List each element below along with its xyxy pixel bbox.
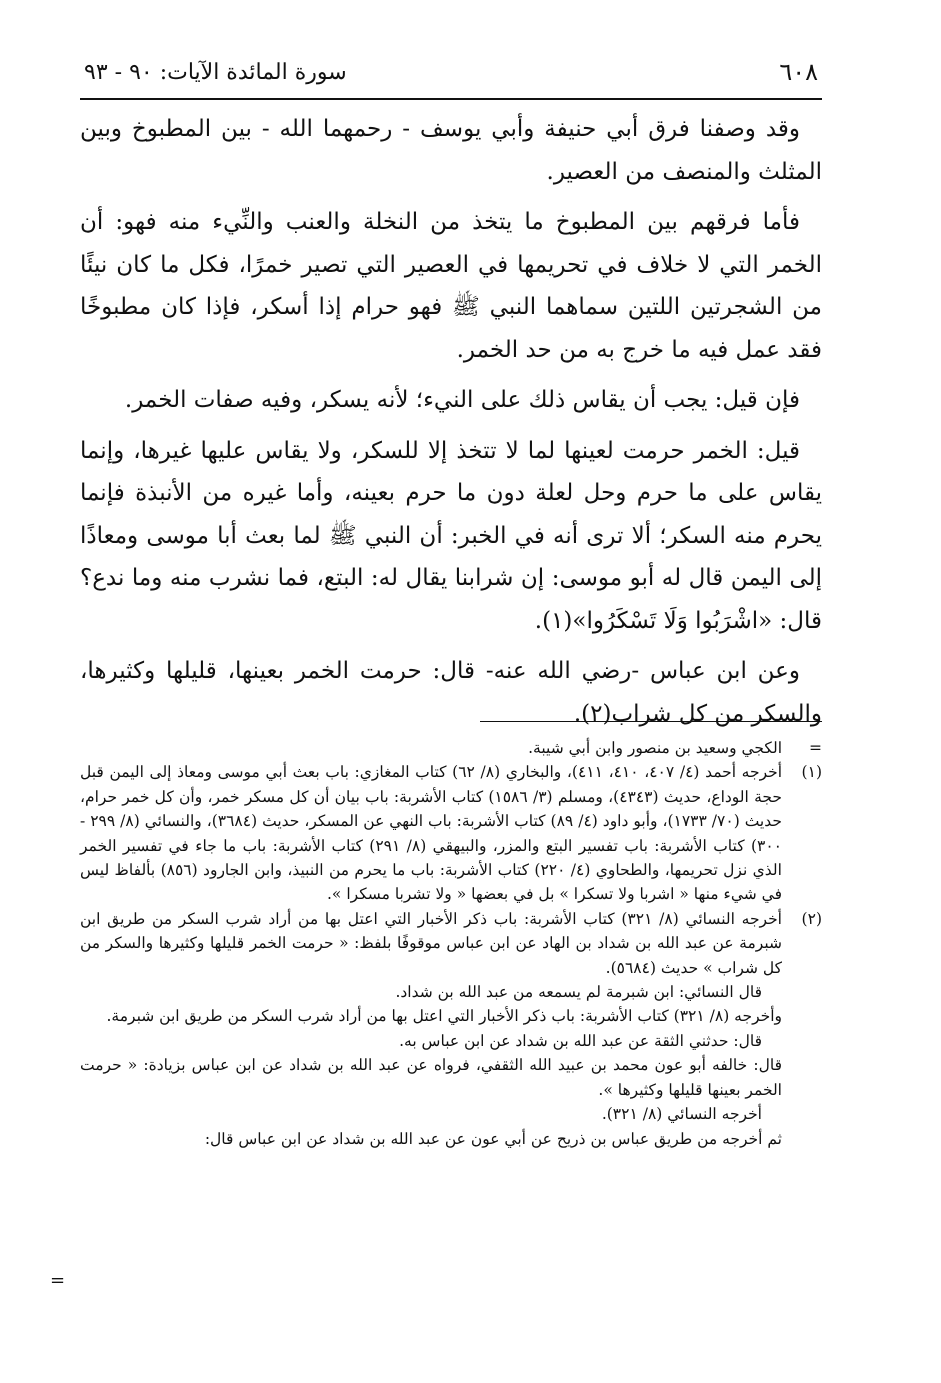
paragraph: وعن ابن عباس -رضي الله عنه- قال: حرمت الخمر بعينها، قليلها وكثيرها، والسكر من كل شراب(٢). xyxy=(80,658,822,727)
footnote-mark: (١) xyxy=(801,763,822,782)
page-header xyxy=(80,52,822,100)
paragraph: وقد وصفنا فرق أبي حنيفة وأبي يوسف - رحمهما الله - بين المطبوخ وبين المثلث والمنصف من العصير. xyxy=(80,116,822,185)
footnotes xyxy=(80,736,822,1151)
footnote-text: قال: حدثني الثقة عن عبد الله بن شداد عن ابن عباس به. xyxy=(399,1031,762,1050)
page-number: ٦٠٨ xyxy=(779,58,818,86)
footnote-line xyxy=(80,1102,822,1126)
footnote-text: الكجي وسعيد بن منصور وابن أبي شيبة. xyxy=(528,739,782,757)
continuation-mark: = xyxy=(50,1270,66,1291)
footnote-line xyxy=(80,1004,822,1028)
footnote xyxy=(80,736,822,760)
footnote xyxy=(80,760,822,906)
footnote-text: أخرجه النسائي (٨/ ٣٢١) كتاب الأشربة: باب ذكر الأخبار التي اعتل بها من أراد شرب السكر من طريق ابن شبرمة عن عبد الله بن شداد بن الهاد عن ابن عباس موقوفًا بلفظ: « حرمت الخمر قليلها وكثيرها والسكر من كل شراب » حديث (٥٦٨٤). xyxy=(80,909,782,977)
paragraph: فإن قيل: يجب أن يقاس ذلك على النيء؛ لأنه يسكر، وفيه صفات الخمر. xyxy=(124,387,800,413)
main-text xyxy=(80,108,822,743)
footnote-line xyxy=(80,1127,822,1151)
footnote-mark: = xyxy=(809,739,822,757)
running-title: سورة المائدة الآيات: ٩٠ - ٩٣ xyxy=(84,60,347,85)
footnote-line xyxy=(80,980,822,1004)
footnote-text: ثم أخرجه من طريق عباس بن ذريح عن أبي عون عن عبد الله بن شداد عن ابن عباس قال: xyxy=(204,1129,782,1148)
paragraph: فأما فرقهم بين المطبوخ ما يتخذ من النخلة والعنب والنِّيء منه فهو: أن الخمر التي لا خلاف في تحريمها في العصير التي تصير خمرًا، فكل ما كان نيئًا من الشجرتين اللتين سماهما النبي ﷺ فهو حرام إذا أسكر، فإذا كان مطبوخًا فقد عمل فيه ما خرج به من حد الخمر. xyxy=(80,209,822,363)
footnote-text: وأخرجه (٨/ ٣٢١) كتاب الأشربة: باب ذكر الأخبار التي اعتل بها من أراد شرب السكر من طريق ابن شبرمة. xyxy=(106,1007,782,1026)
footnote-mark: (٢) xyxy=(801,909,822,928)
paragraph: قيل: الخمر حرمت لعينها لما لا تتخذ إلا للسكر، ولا يقاس عليها غيرها، وإنما يقاس على ما حرم وحل لعلة دون ما حرم بعينه، وأما غيره من الأنبذة فإنما يحرم منه السكر؛ ألا ترى أنه في الخبر: أن النبي ﷺ لما بعث أبا موسى ومعاذًا إلى اليمن قال له أبو موسى: إن شرابنا يقال له: البتع، فما نشرب منه وما ندع؟ قال: «اشْرَبُوا وَلَا تَسْكَرُوا»(١). xyxy=(80,437,822,634)
footnote-separator xyxy=(480,721,822,722)
footnote-text: أخرجه النسائي (٨/ ٣٢١). xyxy=(601,1105,762,1124)
footnote-text: قال النسائي: ابن شبرمة لم يسمعه من عبد الله بن شداد. xyxy=(395,983,762,1002)
footnote-text: أخرجه أحمد (٤/ ٤٠٧، ٤١٠، ٤١١)، والبخاري (٨/ ٦٢) كتاب المغازي: باب بعث أبي موسى ومعاذ إلى اليمن قبل حجة الوداع، حديث (٤٣٤٣)، ومسلم (٣/ ١٥٨٦) كتاب الأشربة: باب بيان أن كل مسكر خمر، وأن كل خمر حرام، حديث (٧٠/ ١٧٣٣)، وأبو داود (٤/ ٨٩) كتاب الأشربة: باب النهي عن المسكر، حديث (٣٦٨٤)، والنسائي (٨/ ٢٩٩ - ٣٠٠) كتاب الأشربة: باب تفسير البتع والمزر، والبيهقي (٨/ ٢٩١) كتاب الأشربة: باب ما جاء في تفسير الخمر الذي نزل تحريمها، والطحاوي (٤/ ٢٢٠) كتاب الأشربة: باب ما يحرم من النبيذ، وابن الجارود (٨٥٦) بألفاظ ليس في شيء منها « اشربا ولا تسكرا » بل في بعضها « ولا تشربا مسكرا ». xyxy=(80,763,783,904)
footnote-line xyxy=(80,1029,822,1053)
footnote xyxy=(80,907,822,980)
footnote-line xyxy=(80,1053,822,1102)
footnote-text: قال: خالفه أبو عون محمد بن عبيد الله الثقفي، فرواه عن عبد الله بن شداد عن ابن عباس بزيادة: « حرمت الخمر بعينها قليلها وكثيرها ». xyxy=(80,1056,782,1099)
